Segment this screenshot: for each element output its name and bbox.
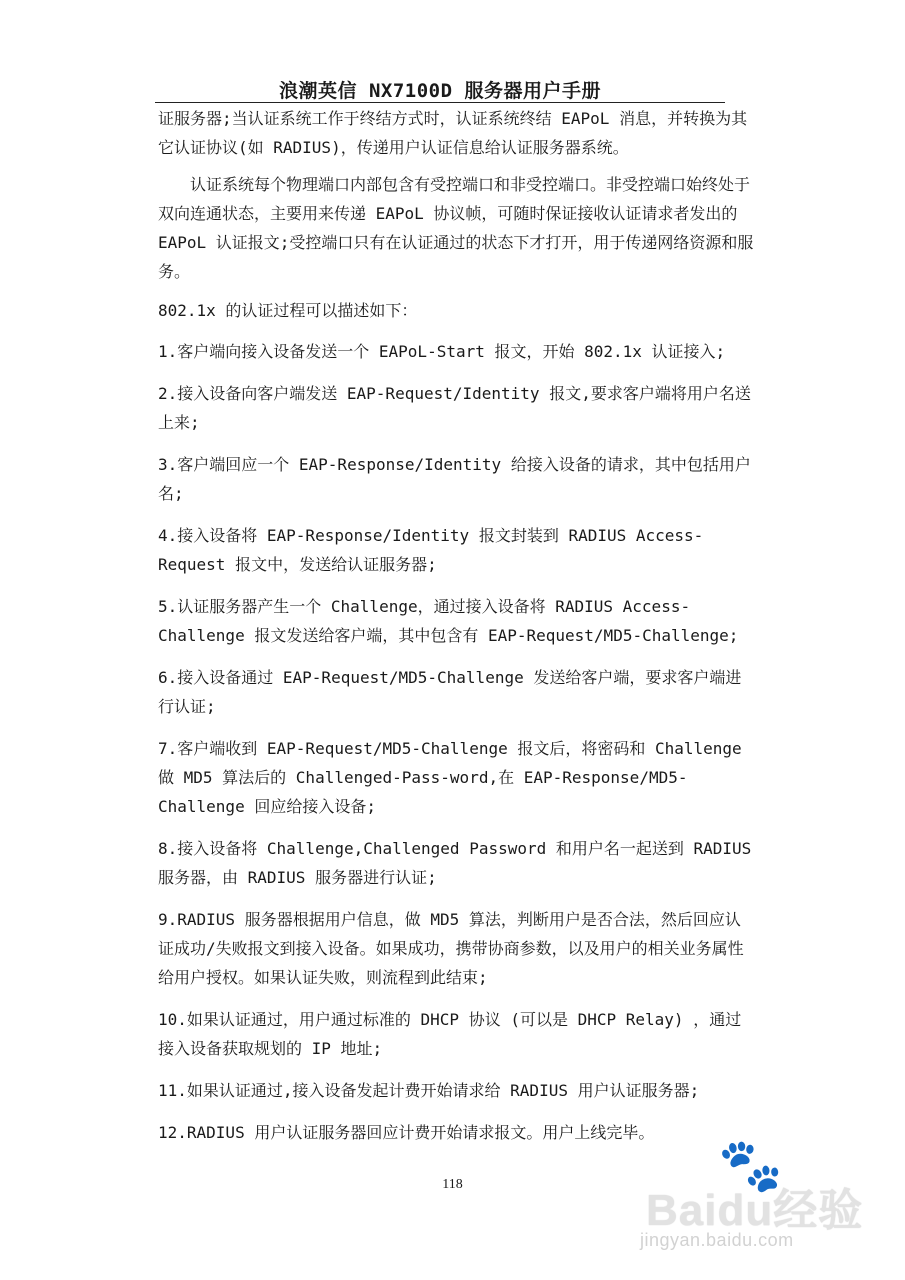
paragraph: 认证系统每个物理端口内部包含有受控端口和非受控端口。非受控端口始终处于双向连通状态，主要用来传递 EAPoL 协议帧，可随时保证接收认证请求者发出的 EAPoL 认证报文;受控端口只有在认证通过的状态下才打开，用于传递网络资源和服务。	[158, 175, 754, 281]
watermark-url: jingyan.baidu.com	[640, 1230, 794, 1250]
list-item: 7.客户端收到 EAP-Request/MD5-Challenge 报文后，将密码和 Challenge 做 MD5 算法后的 Challenged-Pass-word,在 EAP-Response/MD5-Challenge 回应给接入设备;	[158, 739, 742, 816]
paw-icon: 🐾	[718, 1136, 783, 1196]
document-body	[158, 104, 754, 1160]
paragraph: 证服务器;当认证系统工作于终结方式时，认证系统终结 EAPoL 消息，并转换为其它认证协议(如 RADIUS)，传递用户认证信息给认证服务器系统。	[158, 109, 748, 157]
list-item: 5.认证服务器产生一个 Challenge，通过接入设备将 RADIUS Access-Challenge 报文发送给客户端，其中包含有 EAP-Request/MD5-Challenge;	[158, 597, 739, 645]
list-item: 1.客户端向接入设备发送一个 EAPoL-Start 报文，开始 802.1x 认证接入;	[158, 342, 726, 361]
page-header-title: 浪潮英信 NX7100D 服务器用户手册	[279, 80, 601, 102]
list-item: 2.接入设备向客户端发送 EAP-Request/Identity 报文,要求客户端将用户名送上来;	[158, 384, 751, 432]
list-item: 12.RADIUS 用户认证服务器回应计费开始请求报文。用户上线完毕。	[158, 1123, 655, 1142]
list-item: 6.接入设备通过 EAP-Request/MD5-Challenge 发送给客户端，要求客户端进行认证;	[158, 668, 742, 716]
list-item: 4.接入设备将 EAP-Response/Identity 报文封装到 RADIUS Access-Request 报文中，发送给认证服务器;	[158, 526, 704, 574]
section-intro: 802.1x 的认证过程可以描述如下：	[158, 301, 418, 320]
watermark-logo: Baidu经验	[646, 1186, 864, 1235]
header-divider	[155, 102, 725, 103]
list-item: 10.如果认证通过，用户通过标准的 DHCP 协议 (可以是 DHCP Relay) ，通过接入设备获取规划的 IP 地址;	[158, 1010, 742, 1058]
list-item: 3.客户端回应一个 EAP-Response/Identity 给接入设备的请求，其中包括用户名;	[158, 455, 751, 503]
list-item: 9.RADIUS 服务器根据用户信息，做 MD5 算法，判断用户是否合法，然后回应认证成功/失败报文到接入设备。如果成功，携带协商参数，以及用户的相关业务属性给用户授权。如果认证失败，则流程到此结束;	[158, 910, 744, 987]
page-number: 118	[442, 1177, 463, 1192]
baidu-watermark	[636, 1136, 876, 1260]
list-item: 11.如果认证通过,接入设备发起计费开始请求给 RADIUS 用户认证服务器;	[158, 1081, 700, 1100]
list-item: 8.接入设备将 Challenge,Challenged Password 和用户名一起送到 RADIUS 服务器，由 RADIUS 服务器进行认证;	[158, 839, 752, 887]
